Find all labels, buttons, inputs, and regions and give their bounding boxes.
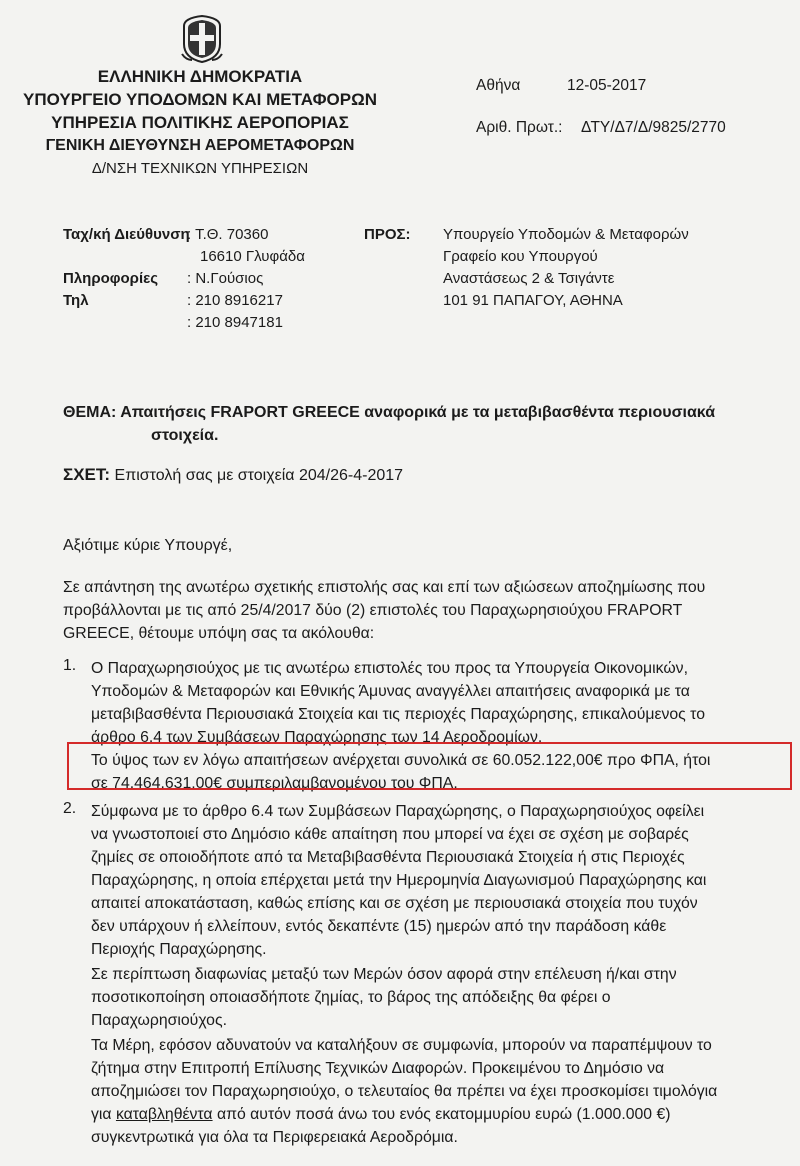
address-line2: 16610 Γλυφάδα (200, 248, 305, 265)
recipient-line1: Υπουργείο Υποδομών & Μεταφορών (443, 226, 689, 243)
info-label: Πληροφορίες (63, 270, 159, 287)
header-service: ΥΠΗΡΕΣΙΑ ΠΟΛΙΤΙΚΗΣ ΑΕΡΟΠΟΡΙΑΣ (51, 113, 349, 132)
intro-paragraph (63, 576, 785, 645)
item-2-line: ζήτημα στην Επιτροπή Επίλυσης Τεχνικών Διαφορών. Προκειμένου το Δημόσιο να (91, 1060, 665, 1077)
recipient-line3: Αναστάσεως 2 & Τσιγάντε (443, 270, 615, 287)
item-2-line: Παραχωρησιούχος. (91, 1012, 227, 1029)
item-1-line: Ο Παραχωρησιούχος με τις ανωτέρω επιστολές του προς τα Υπουργεία Οικονομικών, (91, 660, 688, 677)
header-department: Δ/ΝΣΗ ΤΕΧΝΙΚΩΝ ΥΠΗΡΕΣΙΩΝ (91, 160, 309, 177)
item-2-paragraph-1 (91, 800, 785, 961)
item-2-line: Σε περίπτωση διαφωνίας μεταξύ των Μερών όσον αφορά στην επέλευση ή/και στην (91, 966, 677, 983)
phone-2: : 210 8947181 (187, 314, 283, 331)
info-value: : Ν.Γούσιος (187, 270, 264, 287)
letter-date: 12-05-2017 (567, 77, 647, 94)
item-2-paragraph-2 (91, 963, 785, 1032)
protocol-label: Αριθ. Πρωτ.: (476, 119, 563, 136)
header-country: ΕΛΛΗΝΙΚΗ ΔΗΜΟΚΡΑΤΙΑ (97, 67, 303, 86)
header-directorate: ΓΕΝΙΚΗ ΔΙΕΥΘΥΝΣΗ ΑΕΡΟΜΕΤΑΦΟΡΩΝ (45, 137, 355, 154)
reference-text: Επιστολή σας με στοιχεία 204/26-4-2017 (114, 467, 404, 484)
item-2-line: συγκεντρωτικά για όλα τα Περιφερειακά Αεροδρόμια. (91, 1129, 458, 1146)
subject-line2: στοιχεία. (151, 427, 219, 444)
text-segment: από αυτόν ποσά άνω του ενός εκατομμυρίου ευρώ (1.000.000 €) (212, 1106, 671, 1123)
item-1-highlight-line: Το ύψος των εν λόγω απαιτήσεων ανέρχεται συνολικά σε 60.052.122,00€ προ ΦΠΑ, ήτοι (91, 752, 711, 769)
letter-city: Αθήνα (476, 77, 521, 94)
item-2-line: Τα Μέρη, εφόσον αδυνατούν να καταλήξουν σε συμφωνία, μπορούν να παραπέμψουν το (91, 1037, 712, 1054)
item-2-line: ποσοτικοποίηση οποιασδήποτε ζημίας, το βάρος της απόδειξης θα φέρει ο (91, 989, 611, 1006)
subject-label: ΘΕΜΑ: (63, 404, 117, 421)
intro-line: Σε απάντηση της ανωτέρω σχετικής επιστολής σας και επί των αξιώσεων αποζημίωσης που (63, 579, 706, 596)
item-2-line: Σύμφωνα με το άρθρο 6.4 των Συμβάσεων Παραχώρησης, ο Παραχωρησιούχος οφείλει (91, 803, 705, 820)
header-ministry: ΥΠΟΥΡΓΕΙΟ ΥΠΟΔΟΜΩΝ ΚΑΙ ΜΕΤΑΦΟΡΩΝ (23, 90, 377, 109)
item-1-line: μεταβιβασθέντα Περιουσιακά Στοιχεία και τις περιοχές Παραχώρησης, επικαλούμενος το (91, 706, 705, 723)
subject-line1: Απαιτήσεις FRAPORT GREECE αναφορικά με τα μεταβιβασθέντα περιουσιακά (120, 404, 716, 421)
phone-label: Τηλ (63, 292, 89, 309)
item-1-highlight-line: σε 74.464.631,00€ συμπεριλαμβανομένου του ΦΠΑ. (91, 775, 458, 792)
highlight-box (67, 742, 792, 790)
recipient-line2: Γραφείο κου Υπουργού (443, 248, 598, 265)
item-2-line: αποζημιώσει τον Παραχωρησιούχο, ο τελευταίος θα πρέπει να έχει προσκομίσει τιμολόγια (91, 1083, 718, 1100)
subject-block (63, 401, 715, 447)
item-1-line: άρθρο 6.4 των Συμβάσεων Παραχώρησης των 14 Αεροδρομίων. (91, 729, 543, 746)
protocol-number: ΔΤΥ/Δ7/Δ/9825/2770 (581, 119, 726, 136)
item-2-line: απαιτεί αποκατάσταση, καθώς επίσης και σε σχέση με περιουσιακά στοιχεία που τυχόν (91, 895, 698, 912)
recipient-line4: 101 91 ΠΑΠΑΓΟΥ, ΑΘΗΝΑ (443, 292, 623, 309)
address-label: Ταχ/κή Διεύθυνση (63, 226, 190, 243)
text-segment: για (91, 1106, 116, 1123)
reference-label: ΣΧΕΤ: (63, 465, 111, 484)
item-2-line: ζημίες σε οποιοδήποτε από τα Μεταβιβασθέντα Περιουσιακά Στοιχεία ή στις Περιοχές (91, 849, 685, 866)
item-1-number: 1. (63, 657, 77, 674)
recipient-label: ΠΡΟΣ: (364, 226, 411, 243)
greek-emblem-icon (180, 14, 224, 64)
intro-line: προβάλλονται με τις από 25/4/2017 δύο (2) επιστολές του Παραχωρησιούχου FRAPORT (63, 602, 683, 619)
item-1-line: Υποδομών & Μεταφορών και Εθνικής Άμυνας αναγγέλλει απαιτήσεις αναφορικά με τα (91, 683, 690, 700)
underlined-text: καταβληθέντα (115, 1106, 213, 1123)
intro-line: GREECE, θέτουμε υπόψη σας τα ακόλουθα: (63, 625, 375, 642)
item-2-line: να γνωστοποιεί στο Δημόσιο κάθε απαίτηση που μπορεί να έχει σε σχέση με σοβαρές (91, 826, 689, 843)
item-2-line: Παραχώρησης, η οποία επέρχεται μετά την Ημερομηνία Διαγωνισμού Παραχώρησης και (91, 872, 707, 889)
address-line1: : Τ.Θ. 70360 (187, 226, 269, 243)
item-2-paragraph-3 (91, 1034, 785, 1149)
reference-block (63, 465, 403, 485)
greeting: Αξιότιμε κύριε Υπουργέ, (63, 537, 233, 554)
phone-1: : 210 8916217 (187, 292, 283, 309)
item-2-line: Περιοχής Παραχώρησης. (91, 941, 267, 958)
item-2-number: 2. (63, 800, 77, 817)
item-2-line: δεν υπάρχουν ή ελλείπουν, εντός δεκαπέντε (15) ημερών από την παράδοση κάθε (91, 918, 667, 935)
item-2-line (91, 1103, 785, 1126)
